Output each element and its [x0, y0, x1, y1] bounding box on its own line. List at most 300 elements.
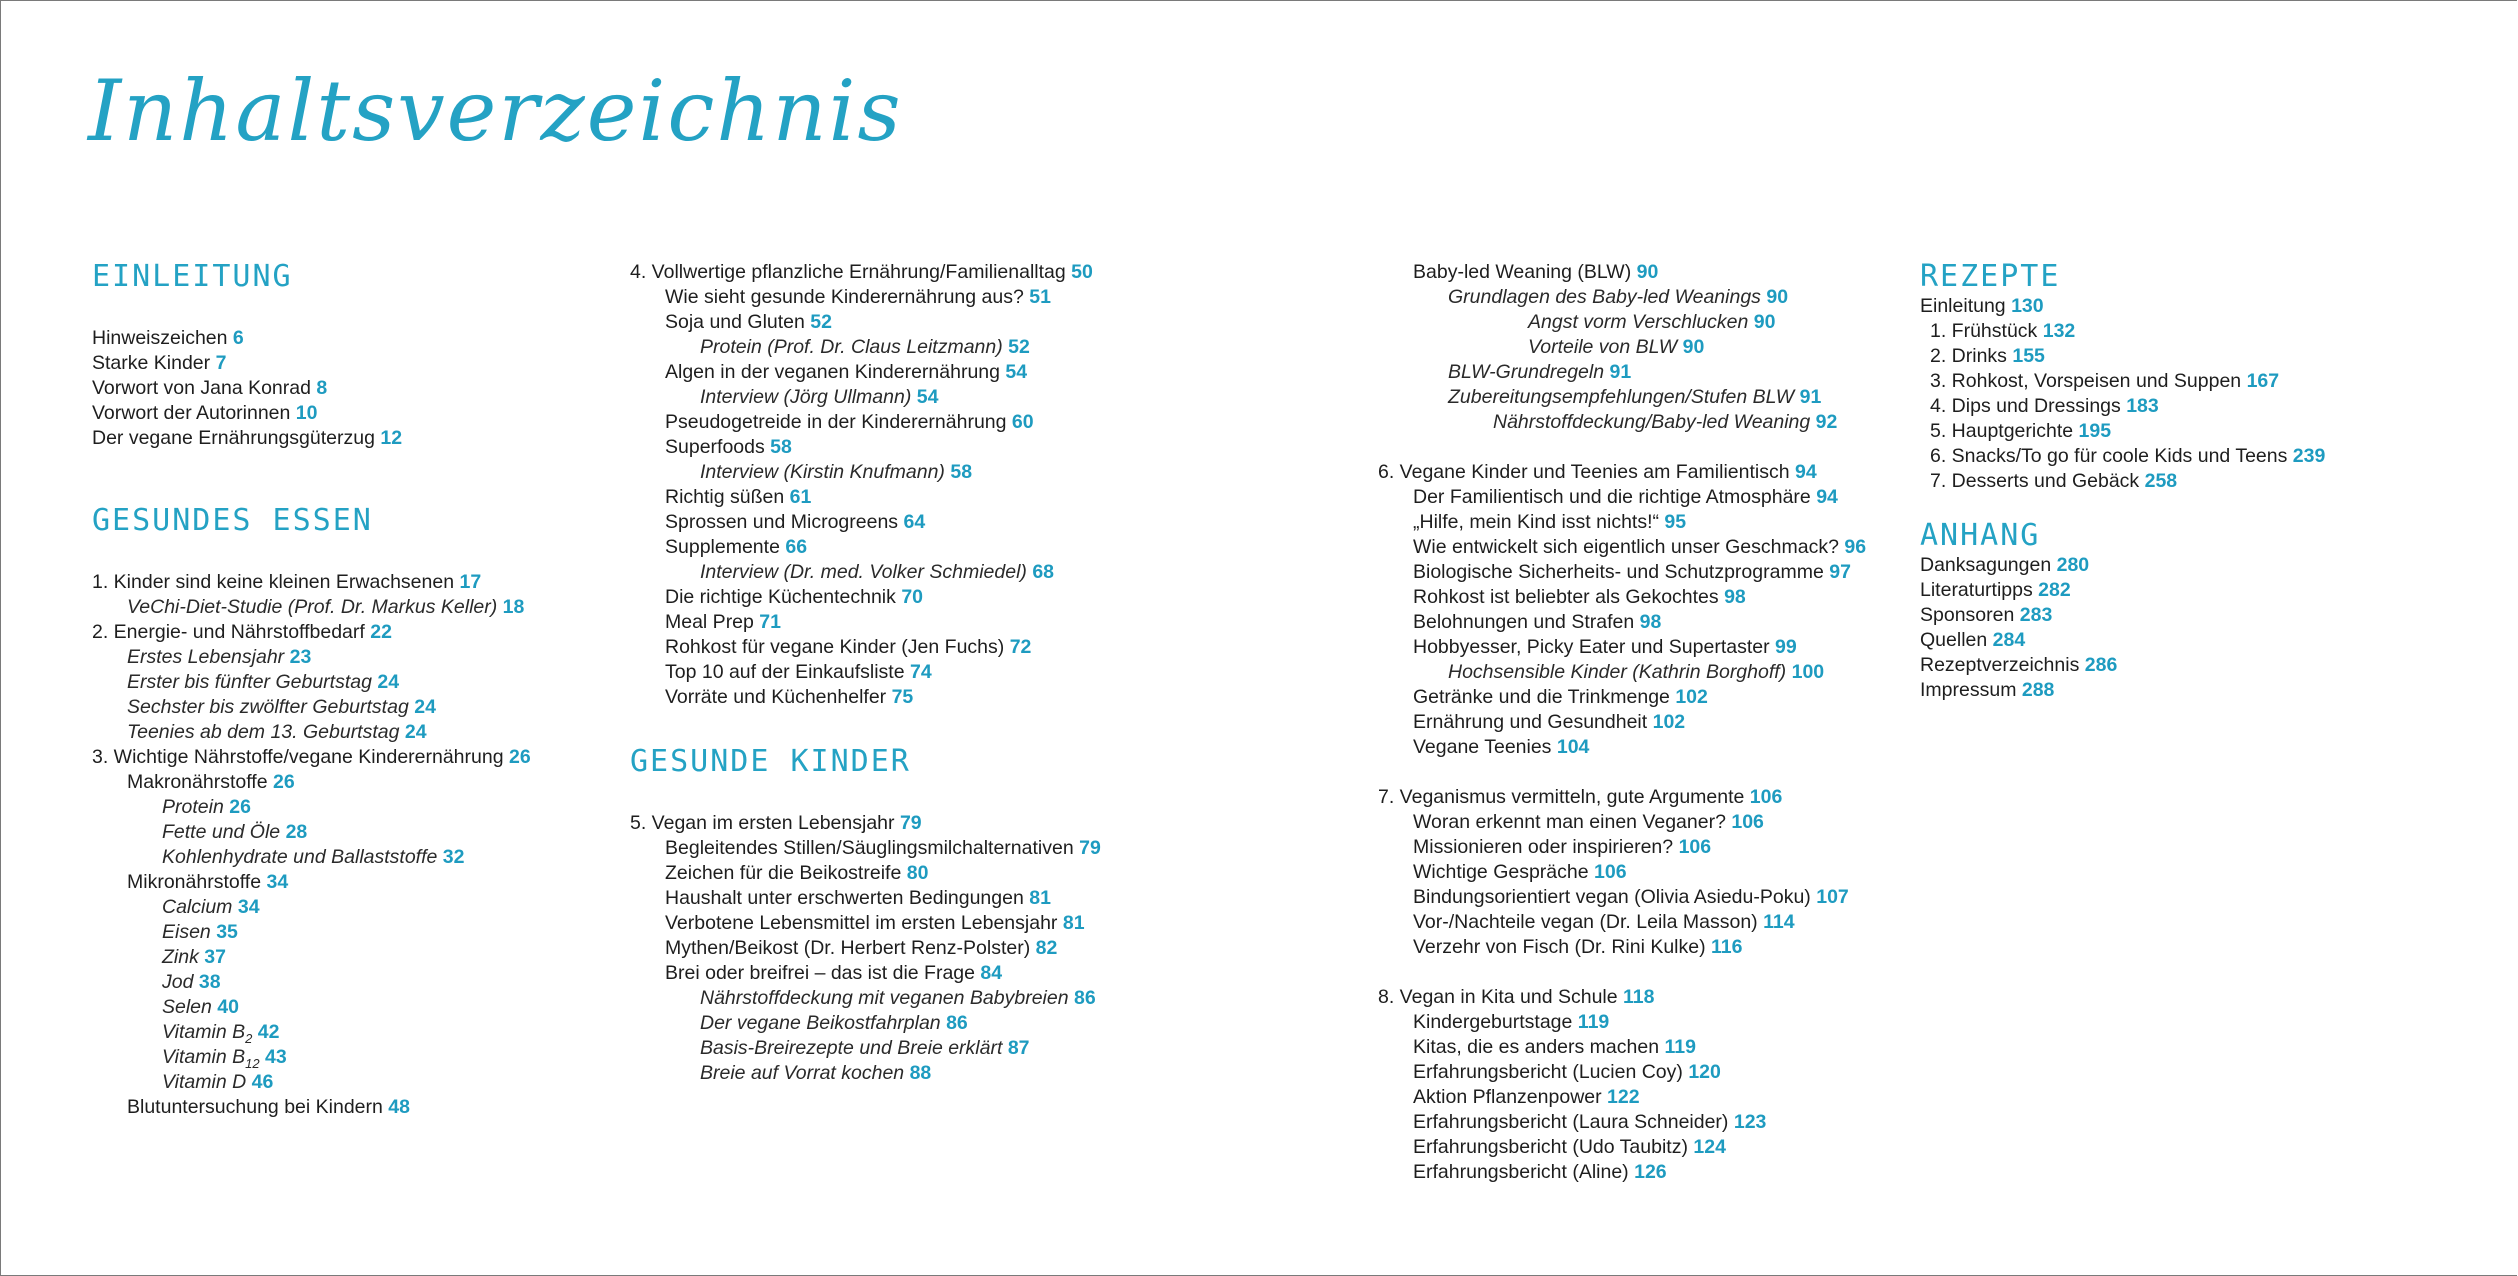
toc-entry[interactable]	[1920, 678, 2325, 703]
page-number: 6	[232, 327, 244, 349]
entry-label: Zeichen für die Beikostreife	[665, 862, 902, 884]
page-number: 96	[1844, 536, 1867, 558]
toc-entry[interactable]	[1920, 628, 2325, 653]
page-number: 10	[295, 402, 318, 424]
toc-entry[interactable]	[700, 335, 1101, 360]
toc-entry[interactable]	[92, 326, 531, 351]
toc-entry[interactable]	[700, 1011, 1101, 1036]
toc-entry[interactable]	[1930, 319, 2325, 344]
page-number: 84	[980, 962, 1003, 984]
entry-label: BLW-Grundregeln	[1448, 361, 1605, 383]
toc-entry[interactable]	[1413, 835, 1866, 860]
toc-entry[interactable]	[1920, 553, 2325, 578]
page-number: 51	[1029, 286, 1051, 308]
entry-label: Aktion Pflanzenpower	[1413, 1086, 1602, 1108]
entry-label: 5. Vegan im ersten Lebensjahr	[630, 812, 895, 834]
page-number: 64	[903, 511, 926, 533]
toc-entry[interactable]	[127, 645, 531, 670]
toc-entry[interactable]	[162, 795, 531, 820]
entry-label: Einleitung	[1920, 295, 2006, 317]
page-number: 106	[1678, 836, 1712, 858]
toc-entry[interactable]	[1413, 485, 1866, 510]
page-number: 81	[1029, 887, 1051, 909]
toc-entry[interactable]	[665, 685, 1101, 710]
toc-entry[interactable]	[665, 535, 1101, 560]
page-number: 284	[1992, 629, 2026, 651]
page-number: 50	[1071, 261, 1093, 283]
entry-label: Hinweiszeichen	[92, 327, 228, 349]
toc-entry[interactable]	[1413, 1160, 1866, 1185]
page-number: 48	[388, 1096, 410, 1118]
entry-label: Vitamin $B_2$	[162, 1021, 253, 1046]
page-number: 116	[1711, 936, 1743, 958]
toc-entry[interactable]	[162, 920, 531, 945]
toc-column-3	[1378, 260, 1866, 1185]
page-number: 99	[1775, 636, 1797, 658]
toc-entry[interactable]	[665, 510, 1101, 535]
toc-entry[interactable]	[1378, 985, 1866, 1010]
entry-label: Pseudogetreide in der Kinderernährung	[665, 411, 1007, 433]
page-number: 54	[1005, 361, 1028, 383]
toc-entry[interactable]	[1413, 710, 1866, 735]
toc-entry[interactable]	[1413, 1085, 1866, 1110]
page-number: 119	[1577, 1011, 1610, 1033]
toc-entry[interactable]	[1413, 860, 1866, 885]
entry-label: Vor-/Nachteile vegan (Dr. Leila Masson)	[1413, 911, 1758, 933]
page-number: 100	[1791, 661, 1825, 683]
page-number: 183	[2126, 395, 2159, 417]
entry-label: Der vegane Ernährungsgüterzug	[92, 427, 375, 449]
entry-label: Belohnungen und Strafen	[1413, 611, 1635, 633]
page-number: 72	[1009, 636, 1032, 658]
page-number: 22	[370, 621, 392, 643]
toc-entry[interactable]	[1930, 344, 2325, 369]
page-number: 90	[1682, 336, 1705, 358]
toc-entry[interactable]	[162, 995, 531, 1020]
toc-entry[interactable]	[1413, 510, 1866, 535]
toc-entry[interactable]	[162, 820, 531, 845]
toc-entry[interactable]	[665, 485, 1101, 510]
page-number: 258	[2144, 470, 2178, 492]
entry-label: Nährstoffdeckung/Baby-led Weaning	[1493, 411, 1811, 433]
toc-entry[interactable]	[1413, 635, 1866, 660]
toc-entry[interactable]	[665, 310, 1101, 335]
entry-label: Nährstoffdeckung mit veganen Babybreien	[700, 987, 1069, 1009]
page-number: 90	[1636, 261, 1659, 283]
entry-label: 5. Hauptgerichte	[1930, 420, 2074, 442]
toc-entry[interactable]	[665, 585, 1101, 610]
entry-label: Interview (Dr. med. Volker Schmiedel)	[700, 561, 1027, 583]
toc-column-4	[1920, 260, 2325, 703]
entry-label: Begleitendes Stillen/Säuglingsmilchalternativen	[665, 837, 1074, 859]
page-number: 34	[237, 896, 260, 918]
page-number: 282	[2038, 579, 2071, 601]
entry-label: Getränke und die Trinkmenge	[1413, 686, 1670, 708]
page-number: 167	[2246, 370, 2280, 392]
toc-entry[interactable]	[92, 426, 531, 451]
page-number: 52	[1008, 336, 1030, 358]
page-number: 42	[257, 1021, 280, 1043]
section-heading-gesundes-essen: GESUNDES ESSEN	[92, 503, 373, 538]
toc-entry[interactable]	[1413, 610, 1866, 635]
page-number: 119	[1664, 1036, 1696, 1058]
toc-entry[interactable]	[700, 460, 1101, 485]
entry-label: Basis-Breirezepte und Breie erklärt	[700, 1037, 1003, 1059]
section-heading-rezepte: REZEPTE	[1920, 259, 2061, 294]
entry-label: Erfahrungsbericht (Aline)	[1413, 1161, 1629, 1183]
toc-entry[interactable]	[1413, 1110, 1866, 1135]
entry-label: Grundlagen des Baby-led Weanings	[1448, 286, 1761, 308]
page-number: 91	[1609, 361, 1632, 383]
toc-entry[interactable]	[1413, 935, 1866, 960]
entry-label: Erster bis fünfter Geburtstag	[127, 671, 372, 693]
toc-entry[interactable]	[1920, 603, 2325, 628]
entry-label: Rohkost für vegane Kinder (Jen Fuchs)	[665, 636, 1005, 658]
entry-label: 6. Vegane Kinder und Teenies am Familientisch	[1378, 461, 1790, 483]
toc-entry[interactable]	[665, 911, 1101, 936]
page-number: 7	[215, 352, 227, 374]
entry-label: Makronährstoffe	[127, 771, 268, 793]
toc-entry[interactable]	[1413, 1060, 1866, 1085]
toc-entry[interactable]	[1930, 444, 2325, 469]
page-number: 104	[1556, 736, 1590, 758]
entry-label: Verzehr von Fisch (Dr. Rini Kulke)	[1413, 936, 1706, 958]
toc-entry[interactable]	[1378, 785, 1866, 810]
toc-entry[interactable]	[92, 401, 531, 426]
entry-label: Calcium	[162, 896, 233, 918]
entry-label: Kindergeburtstage	[1413, 1011, 1573, 1033]
page-number: 114	[1763, 911, 1795, 933]
toc-entry[interactable]	[665, 861, 1101, 886]
page-number: 97	[1829, 561, 1851, 583]
page-number: 23	[289, 646, 312, 668]
toc-entry[interactable]	[1413, 735, 1866, 760]
toc-entry[interactable]	[1528, 335, 1866, 360]
page-number: 24	[404, 721, 427, 743]
toc-entry[interactable]	[1413, 910, 1866, 935]
toc-entry[interactable]	[1920, 294, 2325, 319]
page-number: 68	[1032, 561, 1055, 583]
toc-entry[interactable]	[127, 670, 531, 695]
toc-entry[interactable]	[665, 660, 1101, 685]
entry-label: Ernährung und Gesundheit	[1413, 711, 1648, 733]
page-number: 17	[459, 571, 482, 593]
entry-label: Teenies ab dem 13. Geburtstag	[127, 721, 400, 743]
page-number: 61	[789, 486, 812, 508]
toc-entry[interactable]	[1930, 369, 2325, 394]
toc-entry[interactable]	[1920, 653, 2325, 678]
page-number: 280	[2056, 554, 2090, 576]
toc-entry[interactable]	[1493, 410, 1866, 435]
toc-entry[interactable]	[665, 360, 1101, 385]
entry-label: Missionieren oder inspirieren?	[1413, 836, 1674, 858]
entry-label: Algen in der veganen Kinderernährung	[665, 361, 1000, 383]
page-number: 123	[1733, 1111, 1767, 1133]
entry-label: Hochsensible Kinder (Kathrin Borghoff)	[1448, 661, 1787, 683]
toc-entry[interactable]	[665, 936, 1101, 961]
page-number: 28	[285, 821, 308, 843]
page-number: 124	[1693, 1136, 1726, 1158]
toc-entry[interactable]	[162, 945, 531, 970]
page-number: 79	[1079, 837, 1101, 859]
page-number: 52	[810, 311, 832, 333]
toc-entry[interactable]	[1528, 310, 1866, 335]
toc-entry[interactable]	[700, 1036, 1101, 1061]
entry-label: Rohkost ist beliebter als Gekochtes	[1413, 586, 1719, 608]
page-number: 98	[1639, 611, 1662, 633]
page-number: 126	[1634, 1161, 1667, 1183]
entry-label: Erfahrungsbericht (Lucien Coy)	[1413, 1061, 1683, 1083]
entry-label: 3. Wichtige Nährstoffe/vegane Kinderernährung	[92, 746, 504, 768]
toc-entry[interactable]	[1413, 885, 1866, 910]
toc-entry[interactable]	[1413, 585, 1866, 610]
page-number: 24	[414, 696, 436, 718]
page-number: 80	[906, 862, 929, 884]
page-number: 132	[2042, 320, 2076, 342]
toc-entry[interactable]	[1930, 469, 2325, 494]
toc-entry[interactable]	[127, 695, 531, 720]
page-number: 58	[770, 436, 792, 458]
page-number: 94	[1816, 486, 1838, 508]
toc-entry[interactable]	[127, 720, 531, 745]
page-number: 155	[2012, 345, 2045, 367]
page-number: 88	[909, 1062, 932, 1084]
page-number: 43	[265, 1046, 287, 1068]
entry-label: Soja und Gluten	[665, 311, 805, 333]
entry-label: Mythen/Beikost (Dr. Herbert Renz-Polster)	[665, 937, 1031, 959]
toc-entry[interactable]	[700, 986, 1101, 1011]
toc-entry[interactable]	[1413, 685, 1866, 710]
entry-label: Blutuntersuchung bei Kindern	[127, 1096, 383, 1118]
entry-label: Woran erkennt man einen Veganer?	[1413, 811, 1726, 833]
entry-label: Hobbyesser, Picky Eater und Supertaster	[1413, 636, 1770, 658]
page-number: 86	[1073, 987, 1096, 1009]
entry-label: 2. Drinks	[1930, 345, 2007, 367]
toc-entry[interactable]	[665, 610, 1101, 635]
entry-label: Zubereitungsempfehlungen/Stufen BLW	[1448, 386, 1795, 408]
toc-entry[interactable]	[700, 385, 1101, 410]
toc-entry[interactable]	[1413, 810, 1866, 835]
entry-label: Die richtige Küchentechnik	[665, 586, 896, 608]
toc-entry[interactable]	[92, 620, 531, 645]
section-heading-einleitung: EINLEITUNG	[92, 259, 293, 294]
page-number: 35	[216, 921, 238, 943]
toc-column-1	[92, 260, 531, 1120]
entry-label: Fette und Öle	[162, 821, 281, 843]
page-number: 8	[316, 377, 328, 399]
toc-entry[interactable]	[665, 285, 1101, 310]
entry-label: Biologische Sicherheits- und Schutzprogramme	[1413, 561, 1824, 583]
page-number: 40	[217, 996, 239, 1018]
toc-entry[interactable]	[162, 1045, 531, 1070]
entry-label: Breie auf Vorrat kochen	[700, 1062, 905, 1084]
entry-label: Brei oder breifrei – das ist die Frage	[665, 962, 975, 984]
entry-label: Supplemente	[665, 536, 780, 558]
toc-entry[interactable]	[665, 886, 1101, 911]
entry-label: Wie sieht gesunde Kinderernährung aus?	[665, 286, 1024, 308]
page-number: 74	[909, 661, 932, 683]
entry-label: 8. Vegan in Kita und Schule	[1378, 986, 1618, 1008]
entry-label: Verbotene Lebensmittel im ersten Lebensjahr	[665, 912, 1058, 934]
toc-entry[interactable]	[1930, 419, 2325, 444]
entry-label: Sponsoren	[1920, 604, 2015, 626]
page-number: 286	[2084, 654, 2118, 676]
page-number: 118	[1623, 986, 1655, 1008]
page-number: 82	[1035, 937, 1058, 959]
toc-entry[interactable]	[1930, 394, 2325, 419]
page-number: 26	[272, 771, 295, 793]
entry-label: Vorwort der Autorinnen	[92, 402, 291, 424]
entry-label: Kohlenhydrate und Ballaststoffe	[162, 846, 438, 868]
entry-label: 4. Vollwertige pflanzliche Ernährung/Familienalltag	[630, 261, 1066, 283]
entry-label: Literaturtipps	[1920, 579, 2033, 601]
toc-entry[interactable]	[630, 811, 1101, 836]
entry-label: Erfahrungsbericht (Udo Taubitz)	[1413, 1136, 1688, 1158]
page-number: 18	[502, 596, 525, 618]
entry-label: Sechster bis zwölfter Geburtstag	[127, 696, 409, 718]
page-number: 66	[785, 536, 808, 558]
toc-entry[interactable]	[162, 1070, 531, 1095]
toc-entry[interactable]	[92, 376, 531, 401]
toc-entry[interactable]	[127, 595, 531, 620]
entry-label: Zink	[162, 946, 199, 968]
toc-entry[interactable]	[127, 1095, 531, 1120]
page-number: 106	[1731, 811, 1764, 833]
entry-label: Interview (Jörg Ullmann)	[700, 386, 912, 408]
page-number: 54	[916, 386, 939, 408]
toc-entry[interactable]	[1448, 660, 1866, 685]
page-number: 120	[1688, 1061, 1721, 1083]
entry-label: Rezeptverzeichnis	[1920, 654, 2080, 676]
page-number: 60	[1011, 411, 1034, 433]
page-number: 98	[1724, 586, 1746, 608]
entry-label: Protein (Prof. Dr. Claus Leitzmann)	[700, 336, 1003, 358]
entry-label: Vorräte und Küchenhelfer	[665, 686, 887, 708]
page-number: 34	[266, 871, 289, 893]
toc-entry[interactable]	[92, 745, 531, 770]
page-number: 90	[1766, 286, 1789, 308]
toc-entry[interactable]	[700, 1061, 1101, 1086]
toc-entry[interactable]	[1920, 578, 2325, 603]
entry-label: Eisen	[162, 921, 211, 943]
toc-entry[interactable]	[665, 435, 1101, 460]
toc-title: Inhaltsverzeichnis	[88, 62, 903, 160]
toc-entry[interactable]	[665, 836, 1101, 861]
page-number: 46	[251, 1071, 274, 1093]
entry-label: Vitamin $B_{12}$	[162, 1046, 260, 1071]
entry-label: Der vegane Beikostfahrplan	[700, 1012, 941, 1034]
page-number: 94	[1794, 461, 1817, 483]
toc-entry[interactable]	[630, 260, 1101, 285]
page-number: 87	[1007, 1037, 1030, 1059]
entry-label: 7. Desserts und Gebäck	[1930, 470, 2140, 492]
toc-entry[interactable]	[665, 410, 1101, 435]
page-number: 81	[1062, 912, 1085, 934]
entry-label: Der Familientisch und die richtige Atmosphäre	[1413, 486, 1811, 508]
toc-entry[interactable]	[1413, 560, 1866, 585]
entry-label: Meal Prep	[665, 611, 754, 633]
entry-label: Sprossen und Microgreens	[665, 511, 899, 533]
page-number: 12	[380, 427, 403, 449]
page-number: 106	[1749, 786, 1783, 808]
entry-label: Impressum	[1920, 679, 2017, 701]
toc-entry[interactable]	[127, 770, 531, 795]
toc-entry[interactable]	[127, 870, 531, 895]
entry-label: Danksagungen	[1920, 554, 2052, 576]
toc-entry[interactable]	[162, 845, 531, 870]
entry-label: Wie entwickelt sich eigentlich unser Geschmack?	[1413, 536, 1839, 558]
entry-label: Protein	[162, 796, 224, 818]
page-number: 71	[759, 611, 781, 633]
page-number: 38	[198, 971, 221, 993]
page-number: 70	[901, 586, 924, 608]
page-number: 24	[377, 671, 400, 693]
toc-entry[interactable]	[1378, 460, 1866, 485]
page-number: 102	[1675, 686, 1708, 708]
toc-entry[interactable]	[162, 1020, 531, 1045]
entry-label: Erfahrungsbericht (Laura Schneider)	[1413, 1111, 1729, 1133]
toc-entry[interactable]	[162, 970, 531, 995]
page-number: 95	[1664, 511, 1687, 533]
toc-entry[interactable]	[162, 895, 531, 920]
toc-entry[interactable]	[92, 351, 531, 376]
entry-label: Quellen	[1920, 629, 1988, 651]
toc-entry[interactable]	[92, 570, 531, 595]
entry-label: Kitas, die es anders machen	[1413, 1036, 1660, 1058]
toc-entry[interactable]	[700, 560, 1101, 585]
entry-label: Erstes Lebensjahr	[127, 646, 285, 668]
toc-column-2	[630, 260, 1101, 1086]
toc-entry[interactable]	[1413, 535, 1866, 560]
page-number: 26	[229, 796, 251, 818]
entry-label: Superfoods	[665, 436, 765, 458]
entry-label: Bindungsorientiert vegan (Olivia Asiedu-Poku)	[1413, 886, 1811, 908]
entry-label: Vorwort von Jana Konrad	[92, 377, 311, 399]
entry-label: Angst vorm Verschlucken	[1528, 311, 1749, 333]
entry-label: Vegane Teenies	[1413, 736, 1552, 758]
toc-entry[interactable]	[1448, 285, 1866, 310]
page-number: 90	[1753, 311, 1776, 333]
page-number: 195	[2078, 420, 2112, 442]
page-number: 106	[1594, 861, 1627, 883]
toc-entry[interactable]	[1413, 1135, 1866, 1160]
toc-entry[interactable]	[1413, 1035, 1866, 1060]
entry-label: 6. Snacks/To go für coole Kids und Teens	[1930, 445, 2288, 467]
page-number: 58	[950, 461, 973, 483]
page-number: 122	[1607, 1086, 1640, 1108]
entry-label: 1. Frühstück	[1930, 320, 2038, 342]
page-number: 283	[2019, 604, 2053, 626]
page-number: 107	[1816, 886, 1849, 908]
toc-entry[interactable]	[1448, 360, 1866, 385]
toc-entry[interactable]	[1448, 385, 1866, 410]
page-number: 37	[204, 946, 226, 968]
entry-label: Mikronährstoffe	[127, 871, 262, 893]
page-number: 79	[899, 812, 922, 834]
toc-entry[interactable]	[665, 635, 1101, 660]
page-number: 91	[1799, 386, 1822, 408]
toc-entry[interactable]	[1413, 1010, 1866, 1035]
entry-label: 7. Veganismus vermitteln, gute Argumente	[1378, 786, 1745, 808]
page-number: 102	[1652, 711, 1686, 733]
entry-label: Top 10 auf der Einkaufsliste	[665, 661, 905, 683]
entry-label: Richtig süßen	[665, 486, 785, 508]
section-heading-anhang: ANHANG	[1920, 518, 2041, 553]
toc-entry[interactable]	[665, 961, 1101, 986]
page-number: 86	[946, 1012, 968, 1034]
toc-entry[interactable]	[1413, 260, 1866, 285]
entry-label: Vitamin D	[162, 1071, 247, 1093]
